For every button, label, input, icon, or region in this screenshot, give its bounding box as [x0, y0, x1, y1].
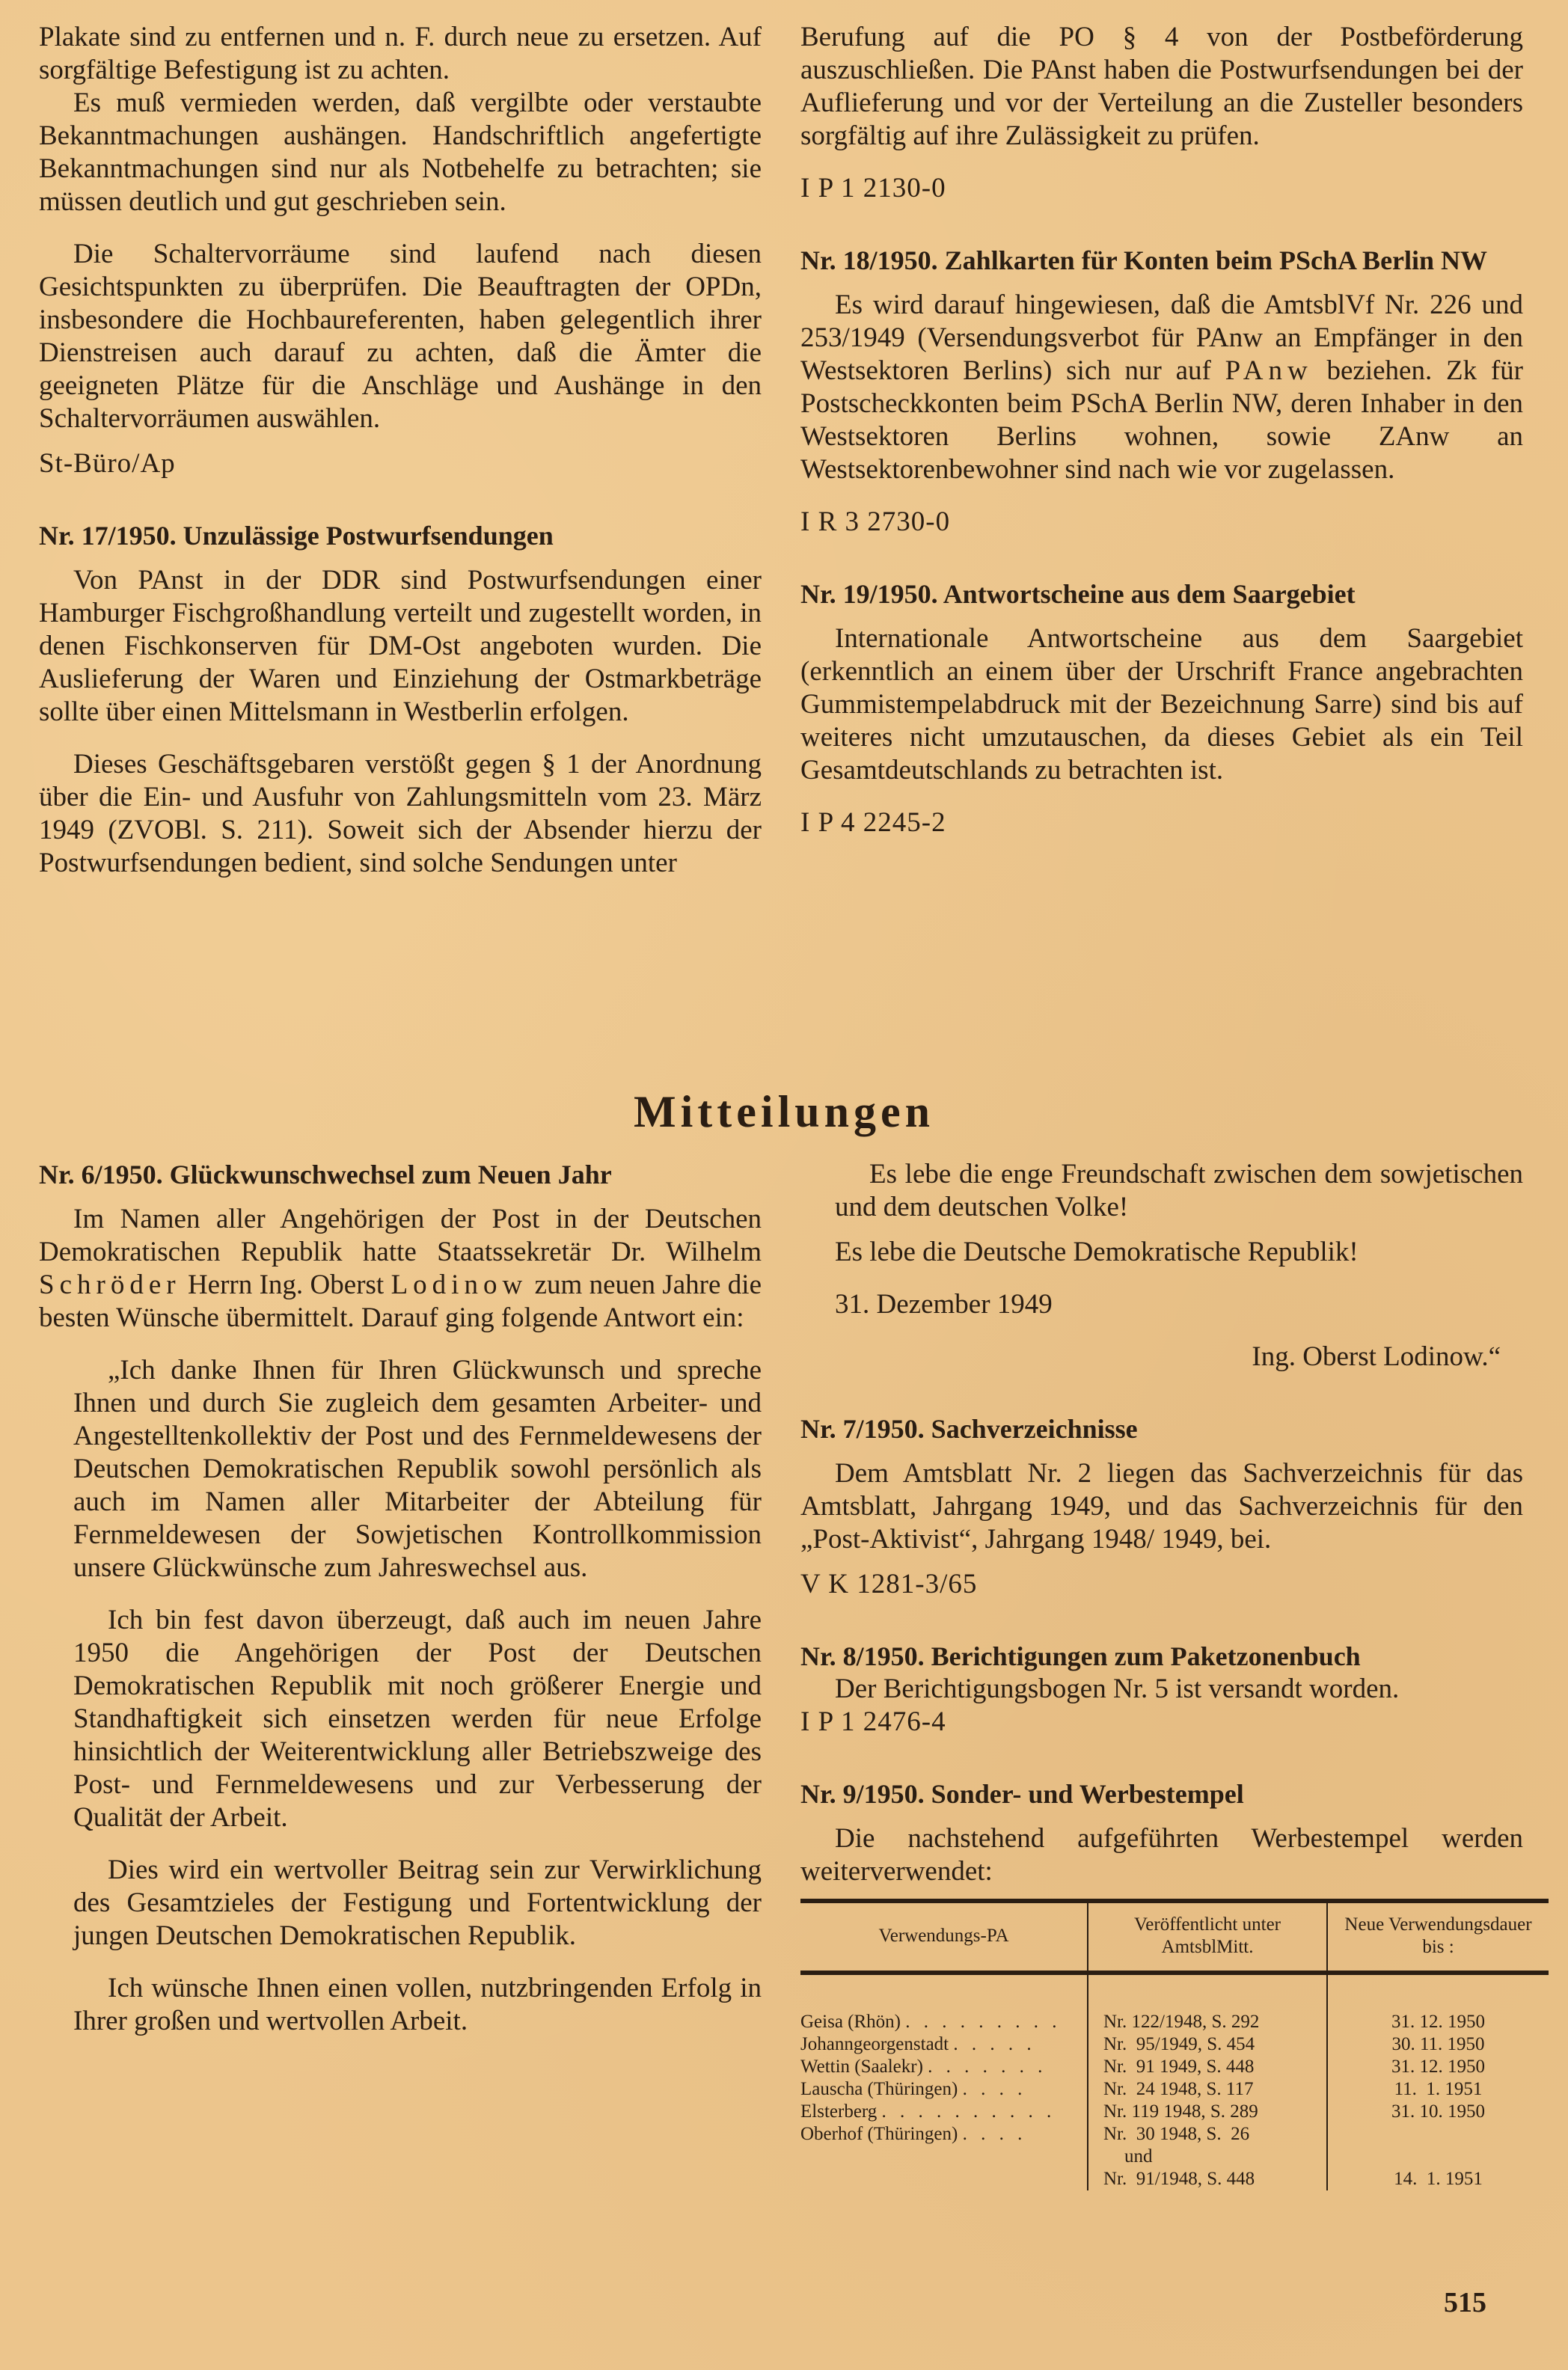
publication-ref: Nr. 91 1949, S. 448 — [1103, 2057, 1255, 2077]
table-row — [800, 2101, 1549, 2123]
paragraph: Die Schaltervorräume sind laufend nach diesen Gesichtspunkten zu überprüfen. Die Beauftragten der OPDn, insbesondere die Hochbaureferenten, haben gelegentlich ihrer Dienstreisen auch darauf zu achten, daß die Ämter die geeigneten Plätze für die Anschläge und Aushänge in den Schaltervorräumen auswählen. — [39, 239, 762, 434]
paragraph — [800, 289, 1523, 486]
pa-name: Lauscha (Thüringen) — [800, 2079, 958, 2099]
reference-code: I P 1 2130-0 — [800, 173, 946, 203]
article-heading-nr7: Nr. 7/1950. Sachverzeichnisse — [800, 1414, 1138, 1444]
cell-until: 11. 1. 1951 — [1327, 2078, 1549, 2101]
upper-right-column — [800, 21, 1523, 839]
cell-published — [1088, 1973, 1327, 2033]
paragraph: Dem Amtsblatt Nr. 2 liegen das Sachverzeichnis für das Amtsblatt, Jahrgang 1949, und das Sachverzeichnis für den „Post-Aktivist“, Jahrgang 1948/ 1949, bei. — [800, 1458, 1523, 1555]
reference-code: V K 1281-3/65 — [800, 1569, 978, 1599]
publication-ref: Nr. 30 1948, S. 26 — [1103, 2124, 1250, 2144]
table-body — [800, 1973, 1549, 2190]
lower-left-column — [39, 1158, 762, 2038]
cell-pa — [800, 2056, 1088, 2078]
spaced-term: PAnw — [1225, 355, 1313, 386]
text-run: zum neuen Jahre die besten Wünsche übermittelt. Darauf ging folgende Antwort ein: — [39, 1270, 762, 1333]
paragraph: Plakate sind zu entfernen und n. F. durch neue zu ersetzen. Auf sorgfältige Befestigung ist zu achten. — [39, 22, 762, 85]
publication-ref: Nr. 91/1948, S. 448 — [1103, 2169, 1255, 2189]
paragraph: Es lebe die enge Freundschaft zwischen dem sowjetischen und dem deutschen Volke! — [835, 1159, 1523, 1222]
table-row — [800, 2033, 1549, 2056]
cell-pa — [800, 2101, 1088, 2123]
quoted-reply-continued — [800, 1158, 1523, 1374]
pa-name: Oberhof (Thüringen) — [800, 2124, 958, 2144]
pa-name: Johanngeorgenstadt — [800, 2034, 949, 2054]
article-heading-nr19: Nr. 19/1950. Antwortscheine aus dem Saargebiet — [800, 579, 1356, 609]
reference-code: I P 4 2245-2 — [800, 807, 946, 838]
publication-ref: Nr. 122/1948, S. 292 — [1103, 2012, 1260, 2032]
cell-until: 31. 10. 1950 — [1327, 2101, 1549, 2123]
paragraph: Internationale Antwortscheine aus dem Saargebiet (erkenntlich an einem über der Urschrift France angebrachten Gummistempelabdruck mit der Bezeichnung Sarre) sind bis auf weiteres nicht umzutauschen, da dieses Gebiet als ein Teil Gesamtdeutschlands zu betrachten ist. — [800, 623, 1523, 786]
paragraph: Von PAnst in der DDR sind Postwurfsendungen einer Hamburger Fischgroßhandlung verteilt und zugestellt worden, in denen Fischkonserven für DM-Ost angeboten wurden. Die Auslieferung der Waren und Einziehung der Ostmarkbeträge sollte über einen Mittelsmann in Westberlin erfolgen. — [39, 565, 762, 727]
cell-until: 14. 1. 1951 — [1327, 2123, 1549, 2190]
cell-published — [1088, 2056, 1327, 2078]
upper-left-column — [39, 21, 762, 880]
paragraph: Es lebe die Deutsche Demokratische Republik! — [835, 1237, 1359, 1267]
publication-ref: Nr. 95/1949, S. 454 — [1103, 2034, 1255, 2054]
paragraph: Die nachstehend aufgeführten Werbestempel werden weiterverwendet: — [800, 1823, 1523, 1887]
signature: Ing. Oberst Lodinow.“ — [1252, 1341, 1501, 1372]
article-heading-nr18: Nr. 18/1950. Zahlkarten für Konten beim PSchA Berlin NW — [800, 245, 1488, 275]
cell-published — [1088, 2078, 1327, 2101]
cell-until: 31. 12. 1950 — [1327, 2056, 1549, 2078]
werbestempel-table — [800, 1899, 1549, 2190]
lower-right-column — [800, 1158, 1532, 2190]
reference-code: I P 1 2476-4 — [800, 1706, 946, 1737]
table-row — [800, 1973, 1549, 2033]
text-run: Es wird darauf hingewiesen, daß die AmtsblVf Nr. 226 und 253/1949 (Versendungsverbot für PAnw an Empfänger in den Westsektoren Berlins) sich nur auf — [800, 290, 1523, 386]
leader-dots: . . . . . — [953, 2034, 1036, 2054]
cell-until: 31. 12. 1950 — [1327, 1973, 1549, 2033]
cell-published — [1088, 2123, 1327, 2190]
reference-code: St-Büro/Ap — [39, 448, 176, 479]
leader-dots: . . . . — [962, 2079, 1027, 2099]
table-header-row — [800, 1903, 1549, 1973]
table-row — [800, 2078, 1549, 2101]
publication-ref: Nr. 119 1948, S. 289 — [1103, 2101, 1258, 2122]
date-line: 31. Dezember 1949 — [835, 1289, 1053, 1320]
conjunction: und — [1124, 2146, 1153, 2167]
column-header-until: Neue Verwendungsdauer bis : — [1327, 1903, 1549, 1973]
paragraph: Der Berichtigungsbogen Nr. 5 ist versandt worden. — [835, 1674, 1400, 1704]
text-run: Im Namen aller Angehörigen der Post in der Deutschen Demokratischen Republik hatte Staatssekretär Dr. Wilhelm — [39, 1204, 762, 1267]
section-title: Mitteilungen — [634, 1087, 934, 1136]
paragraph: Ich bin fest davon überzeugt, daß auch im neuen Jahre 1950 die Angehörigen der Post der Deutschen Demokratischen Republik mit noch größerer Energie und Standhaftigkeit sich einsetzen werden für neue Erfolge hinsichtlich der Weiterentwicklung aller Betriebszweige des Post- und Fernmeldewesens und zur Verbesserung der Qualität der Arbeit. — [73, 1605, 762, 1833]
cell-pa — [800, 2078, 1088, 2101]
spaced-name: Schröder — [39, 1270, 181, 1300]
paragraph: „Ich danke Ihnen für Ihren Glückwunsch und spreche Ihnen und durch Sie zugleich dem gesamten Arbeiter- und Angestelltenkollektiv der Post und des Fernmeldewesens der Deutschen Demokratischen Republik sowohl persönlich als auch im Namen aller Mitarbeiter der Abteilung für Fernmeldewesen der Sowjetischen Kontrollkommission unsere Glückwünsche zum Jahreswechsel aus. — [73, 1355, 762, 1583]
column-header-pa: Verwendungs-PA — [800, 1903, 1088, 1973]
leader-dots: . . . . . . . — [928, 2057, 1047, 2077]
cell-until: 30. 11. 1950 — [1327, 2033, 1549, 2056]
paragraph: Dieses Geschäftsgebaren verstößt gegen § 1 der Anordnung über die Ein- und Ausfuhr von Zahlungsmitteln vom 23. März 1949 (ZVOBl. S. 211). Soweit sich der Absender hierzu der Postwurfsendungen bedient, sind solche Sendungen unter — [39, 749, 762, 878]
paragraph: Es muß vermieden werden, daß vergilbte oder verstaubte Bekanntmachungen aushängen. Handschriftlich angefertigte Bekanntmachungen sind nur als Notbehelfe zu betrachten; sie müssen deutlich und gut geschrieben sein. — [39, 88, 762, 217]
pa-name: Geisa (Rhön) — [800, 2012, 901, 2032]
paragraph — [39, 1203, 762, 1335]
article-heading-nr9: Nr. 9/1950. Sonder- und Werbestempel — [800, 1779, 1244, 1809]
paragraph: Dies wird ein wertvoller Beitrag sein zur Verwirklichung des Gesamtzieles der Festigung und Fortentwicklung der jungen Deutschen Demokratischen Republik. — [73, 1855, 762, 1951]
spaced-name: Lodinow — [391, 1270, 528, 1300]
article-heading-nr17: Nr. 17/1950. Unzulässige Postwurfsendungen — [39, 521, 554, 551]
column-header-published: Veröffentlicht unter AmtsblMitt. — [1088, 1903, 1327, 1973]
pa-name: Elsterberg — [800, 2101, 878, 2122]
quoted-reply — [39, 1354, 762, 2038]
cell-pa — [800, 2033, 1088, 2056]
table-row — [800, 2056, 1549, 2078]
text-run: Herrn Ing. Oberst — [187, 1270, 385, 1300]
cell-published — [1088, 2101, 1327, 2123]
text-run: beziehen. Zk für Postscheckkonten beim PSchA Berlin NW, deren Inhaber in den Westsektoren Berlins wohnen, sowie ZAnw an Westsektorenbewohner sind nach wie vor zugelassen. — [800, 355, 1523, 485]
paragraph: Ich wünsche Ihnen einen vollen, nutzbringenden Erfolg in Ihrer großen und wertvollen Arbeit. — [73, 1973, 762, 2036]
table-row — [800, 2123, 1549, 2190]
publication-ref: Nr. 24 1948, S. 117 — [1103, 2079, 1254, 2099]
cell-published — [1088, 2033, 1327, 2056]
article-heading-nr8: Nr. 8/1950. Berichtigungen zum Paketzonenbuch — [800, 1641, 1361, 1671]
leader-dots: . . . . . . . . . — [905, 2012, 1062, 2032]
leader-dots: . . . . — [962, 2124, 1027, 2144]
cell-pa — [800, 1973, 1088, 2033]
pa-name: Wettin (Saalekr) — [800, 2057, 923, 2077]
page-number: 515 — [1444, 2287, 1486, 2318]
leader-dots: . . . . . . . . . . — [881, 2101, 1056, 2122]
reference-code: I R 3 2730-0 — [800, 506, 951, 537]
paragraph: Berufung auf die PO § 4 von der Postbeförderung auszuschließen. Die PAnst haben die Postwurfsendungen bei der Auflieferung und vor der Verteilung an die Zusteller besonders sorgfältig auf ihre Zulässigkeit zu prüfen. — [800, 22, 1523, 151]
cell-pa — [800, 2123, 1088, 2190]
article-heading-nr6: Nr. 6/1950. Glückwunschwechsel zum Neuen Jahr — [39, 1160, 612, 1189]
